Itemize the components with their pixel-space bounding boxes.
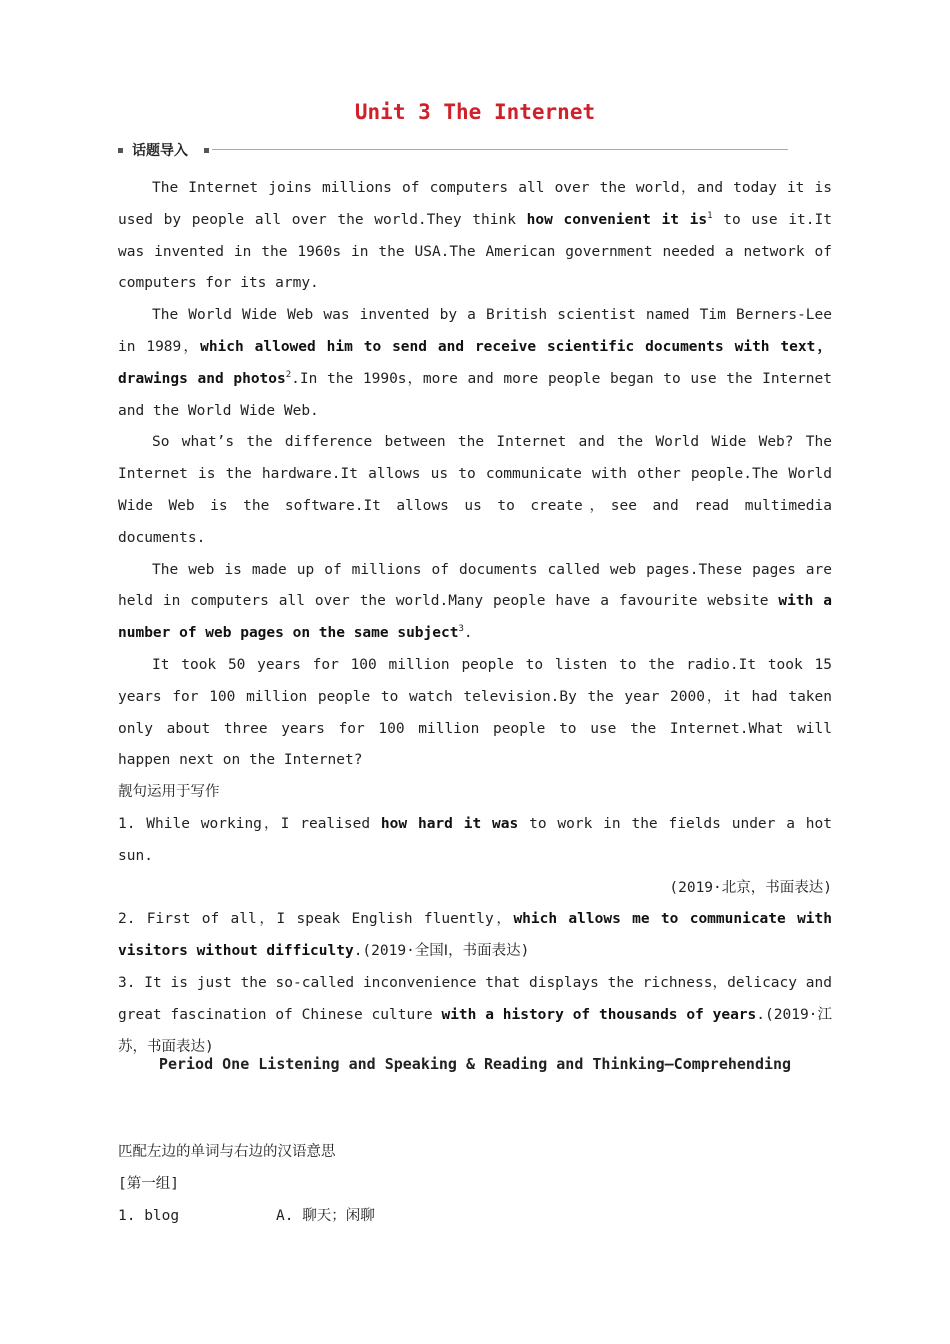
footnote-marker: 2 bbox=[285, 369, 292, 380]
square-bullet-icon bbox=[204, 148, 209, 153]
paragraph-5: It took 50 years for 100 million people to listen to the radio.It took 15 years for 100 million people to watch television.By the year 2000，it had taken only about three years for 100 million people to use the Internet.What will happen next on the Internet? bbox=[118, 656, 832, 769]
highlight-phrase: how hard it was bbox=[380, 815, 519, 832]
footnote-marker: 1 bbox=[707, 210, 713, 221]
example-sentence-3: 3. It is just the so-called inconvenience that displays the richness，delicacy and great fascination of Chinese culture with a history of thousands of years.(2019·江苏，书面表达) bbox=[118, 974, 832, 1055]
period-title: Period One Listening and Speaking & Reading and Thinking—Comprehending bbox=[158, 1055, 792, 1073]
match-row bbox=[118, 1201, 832, 1233]
example-sentence-1: 1. While working，I realised how hard it was to work in the fields under a hot sun. bbox=[118, 815, 833, 864]
example-sentence-2: 2. First of all，I speak English fluently，which allows me to communicate with visitors without difficulty.(2019·全国Ⅰ，书面表达) bbox=[118, 911, 832, 960]
group-label: [第一组] bbox=[118, 1175, 179, 1192]
example-source: (2019·北京，书面表达) bbox=[669, 879, 832, 896]
section-header bbox=[118, 140, 788, 160]
unit-title: Unit 3 The Internet bbox=[354, 100, 596, 124]
matching-instruction: 匹配左边的单词与右边的汉语意思 bbox=[118, 1144, 336, 1160]
match-meaning: A. 聊天；闲聊 bbox=[276, 1207, 375, 1224]
paragraph-1: The Internet joins millions of computers all over the world，and today it is used by people all over the world.They think how convenient it $is^1$ to use it.It was invented in the 1960s in the USA.The American government needed a network of computers for its army. bbox=[118, 180, 832, 292]
paragraph-3: So what’s the difference between the Internet and the World Wide Web? The Internet is the hardware.It allows us to communicate with other people.The World Wide Web is the software.It allows us to create，see and read multimedia documents. bbox=[118, 434, 832, 546]
writing-heading: 靓句运用于写作 bbox=[118, 784, 220, 801]
matching-section bbox=[118, 1137, 832, 1232]
highlight-phrase: which allowed him to send and receive scientific documents with text，drawings and photos bbox=[118, 338, 832, 387]
footnote-marker: 3 bbox=[458, 624, 464, 635]
highlight-phrase: with a number of web pages on the same subject bbox=[118, 593, 832, 642]
paragraph-4: The web is made up of millions of documents called web pages.These pages are held in computers all over the world.Many people have a favourite website with a number of web pages on the same subject$^3$. bbox=[118, 561, 832, 642]
divider bbox=[212, 149, 788, 150]
passage bbox=[118, 173, 832, 1063]
match-word: 1. blog bbox=[118, 1207, 180, 1224]
highlight-phrase: how convenient it is bbox=[526, 211, 708, 228]
square-bullet-icon bbox=[118, 148, 123, 153]
paragraph-2: The World Wide Web was invented by a British scientist named Tim Berners-Lee in 1989，which allowed him to send and receive scientific documents with text，drawings and photos$^2$.In the 1990s，more and more people began to use the Internet and the World Wide Web. bbox=[118, 307, 832, 419]
section-label: 话题导入 bbox=[132, 143, 188, 159]
highlight-phrase: which allows me to communicate with visitors without difficulty bbox=[118, 911, 832, 960]
highlight-phrase: with a history of thousands of years bbox=[441, 1006, 757, 1023]
